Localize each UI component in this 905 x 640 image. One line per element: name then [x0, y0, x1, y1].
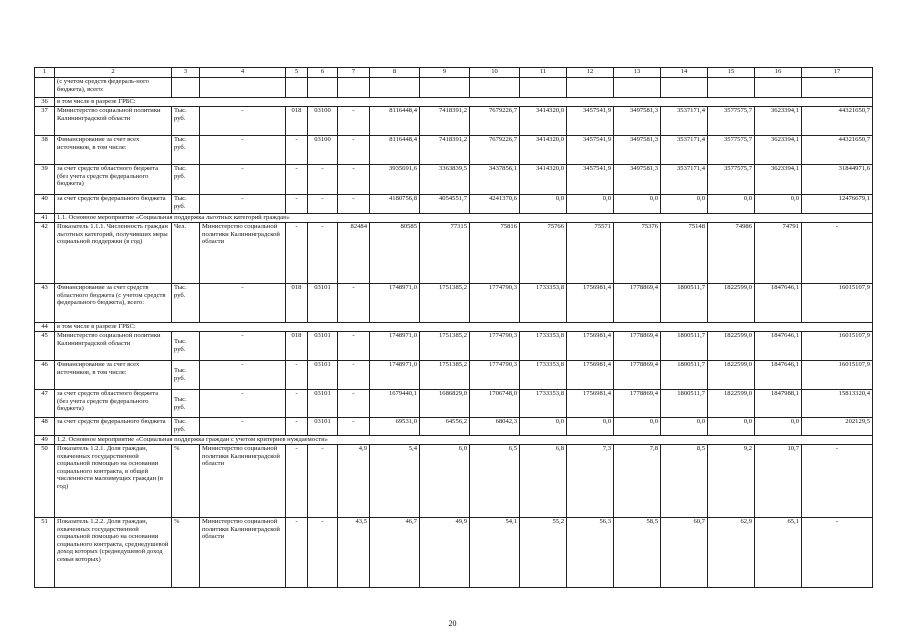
value-cell: 03101 [308, 361, 338, 390]
section-heading-cell: в том числе в разрезе ГРБС: [55, 98, 873, 107]
indicator-name-cell: Показатель 1.2.2. Доля граждан, охваченных государственной социальной помощью на основании социального контракта, среднедушевой доход которых (среднедушевой доход семьи которых) [55, 518, 172, 588]
value-cell: 6,0 [420, 445, 470, 518]
value-cell: 1778869,4 [614, 332, 661, 361]
indicator-name-cell: Финансирование за счет средств областного бюджета (с учетом средств федерального бюджета), всего: [55, 284, 172, 323]
value-cell: - [286, 418, 308, 436]
value-cell: 8116448,4 [370, 136, 420, 165]
value-cell: 3537171,4 [661, 165, 708, 195]
value-cell: - [338, 165, 370, 195]
table-row [35, 78, 873, 98]
unit-cell: Тыс. руб. [172, 107, 200, 136]
value-cell: 75571 [567, 223, 614, 284]
value-cell: 0,0 [755, 418, 802, 436]
unit-cell: Тыс. руб. [172, 332, 200, 361]
value-cell: 018 [286, 284, 308, 323]
value-cell [567, 78, 614, 98]
value-cell: - [286, 445, 308, 518]
value-cell: 60,7 [661, 518, 708, 588]
value-cell: 1756981,4 [567, 284, 614, 323]
value-cell: - [286, 165, 308, 195]
column-number-cell: 13 [614, 68, 661, 78]
row-number-cell [35, 78, 55, 98]
unit-cell: % [172, 518, 200, 588]
table-row [35, 223, 873, 284]
column-number-cell: 17 [802, 68, 873, 78]
table-row [35, 284, 873, 323]
table-row [35, 323, 873, 332]
value-cell: 1751385,2 [420, 332, 470, 361]
value-cell: - [286, 223, 308, 284]
value-cell: 1800511,7 [661, 361, 708, 390]
value-cell: - [338, 361, 370, 390]
indicator-name-cell: Показатель 1.2.1. Доля граждан, охваченных государственной социальной помощью на основании социального контракта, в общей численности малоимущих граждан (в год) [55, 445, 172, 518]
column-number-cell: 16 [755, 68, 802, 78]
value-cell: 10,7 [755, 445, 802, 518]
value-cell [420, 78, 470, 98]
section-heading-cell: в том числе в разрезе ГРБС: [55, 323, 873, 332]
indicator-name-cell: Показатель 1.1.1. Численность граждан льготных категорий, получивших меры социальной поддержки (в год) [55, 223, 172, 284]
value-cell: 3577575,7 [708, 107, 755, 136]
value-cell: 16015107,9 [802, 361, 873, 390]
value-cell: 49,9 [420, 518, 470, 588]
unit-cell: Чел. [172, 223, 200, 284]
value-cell: 3623394,1 [755, 107, 802, 136]
value-cell: 6,5 [470, 445, 520, 518]
budget-table-sheet [34, 67, 872, 588]
value-cell: 7679226,7 [470, 136, 520, 165]
value-cell: 1748971,0 [370, 361, 420, 390]
value-cell: 1800511,7 [661, 332, 708, 361]
unit-cell: Тыс. руб. [172, 165, 200, 195]
value-cell: - [338, 418, 370, 436]
value-cell: 4,9 [338, 445, 370, 518]
value-cell: - [802, 518, 873, 588]
value-cell: 3437856,1 [470, 165, 520, 195]
value-cell: 0,0 [661, 195, 708, 214]
value-cell: 1733353,8 [520, 332, 567, 361]
column-number-cell: 2 [55, 68, 172, 78]
value-cell: 0,0 [567, 195, 614, 214]
value-cell: 1756981,4 [567, 390, 614, 418]
value-cell: 03101 [308, 332, 338, 361]
value-cell: 16015107,9 [802, 284, 873, 323]
value-cell: 16015107,9 [802, 332, 873, 361]
value-cell [708, 78, 755, 98]
value-cell: 0,0 [520, 195, 567, 214]
responsible-cell: - [200, 332, 286, 361]
value-cell: 69531,0 [370, 418, 420, 436]
value-cell: 4241370,6 [470, 195, 520, 214]
section-heading-cell: 1.1. Основное мероприятие «Социальная поддержка льготных категорий граждан» [55, 214, 873, 223]
value-cell: 7,8 [614, 445, 661, 518]
value-cell: 1686829,0 [420, 390, 470, 418]
unit-cell: Тыс. руб. [172, 418, 200, 436]
value-cell: 75148 [661, 223, 708, 284]
value-cell: 65,1 [755, 518, 802, 588]
value-cell: 1847646,1 [755, 284, 802, 323]
value-cell: 1778869,4 [614, 284, 661, 323]
column-number-cell: 4 [200, 68, 286, 78]
value-cell: 55,2 [520, 518, 567, 588]
row-number-cell: 48 [35, 418, 55, 436]
responsible-cell: - [200, 390, 286, 418]
value-cell: 018 [286, 107, 308, 136]
column-number-cell: 5 [286, 68, 308, 78]
row-number-cell: 46 [35, 361, 55, 390]
value-cell: 1706748,0 [470, 390, 520, 418]
table-row [35, 98, 873, 107]
row-number-cell: 38 [35, 136, 55, 165]
value-cell: 0,0 [708, 195, 755, 214]
value-cell: - [308, 223, 338, 284]
value-cell: 03101 [308, 418, 338, 436]
value-cell: 1748971,0 [370, 284, 420, 323]
responsible-cell [200, 78, 286, 98]
value-cell [470, 78, 520, 98]
value-cell [614, 78, 661, 98]
value-cell: 7418391,2 [420, 107, 470, 136]
value-cell: - [308, 518, 338, 588]
value-cell: 3577575,7 [708, 136, 755, 165]
value-cell: 75816 [470, 223, 520, 284]
table-row [35, 390, 873, 418]
value-cell: 8116448,4 [370, 107, 420, 136]
value-cell: 0,0 [708, 418, 755, 436]
row-number-cell: 39 [35, 165, 55, 195]
indicator-name-cell: Министерство социальной политики Калининградской области [55, 332, 172, 361]
column-number-cell: 12 [567, 68, 614, 78]
indicator-name-cell: за счет средств областного бюджета (без учета средств федерального бюджета) [55, 165, 172, 195]
value-cell: 56,3 [567, 518, 614, 588]
value-cell: 9,2 [708, 445, 755, 518]
section-heading-cell: 1.2. Основное мероприятие «Социальная поддержка граждан с учетом критериев нуждаемости» [55, 436, 873, 445]
unit-cell: Тыс. руб. [172, 195, 200, 214]
row-number-cell: 44 [35, 323, 55, 332]
responsible-cell: - [200, 284, 286, 323]
value-cell: 0,0 [614, 195, 661, 214]
value-cell [802, 78, 873, 98]
table-row [35, 136, 873, 165]
value-cell: - [286, 361, 308, 390]
indicator-name-cell: за счет средств федерального бюджета [55, 195, 172, 214]
value-cell: - [286, 390, 308, 418]
value-cell: 1822599,0 [708, 284, 755, 323]
value-cell [308, 78, 338, 98]
table-row [35, 518, 873, 588]
row-number-cell: 41 [35, 214, 55, 223]
column-number-cell: 1 [35, 68, 55, 78]
value-cell: 03101 [308, 284, 338, 323]
column-number-cell: 15 [708, 68, 755, 78]
unit-cell: Тыс. руб. [172, 361, 200, 390]
value-cell: 03100 [308, 107, 338, 136]
row-number-cell: 50 [35, 445, 55, 518]
value-cell: 82484 [338, 223, 370, 284]
value-cell: 74986 [708, 223, 755, 284]
value-cell: 1847646,1 [755, 332, 802, 361]
value-cell: 7679226,7 [470, 107, 520, 136]
value-cell: 3457541,9 [567, 107, 614, 136]
value-cell: 0,0 [661, 418, 708, 436]
responsible-cell: Министерство социальной политики Калининградской области [200, 223, 286, 284]
responsible-cell: Министерство социальной политики Калининградской области [200, 445, 286, 518]
responsible-cell: - [200, 107, 286, 136]
value-cell: 15813320,4 [802, 390, 873, 418]
unit-cell: Тыс. руб. [172, 390, 200, 418]
value-cell: 3497581,3 [614, 107, 661, 136]
value-cell: 3497581,3 [614, 136, 661, 165]
indicator-name-cell: Финансирование за счет всех источников, в том числе: [55, 361, 172, 390]
value-cell: 1774790,3 [470, 284, 520, 323]
value-cell: 1778869,4 [614, 390, 661, 418]
unit-cell [172, 78, 200, 98]
indicator-name-cell: (с учетом средств федераль-ного бюджета), всего: [55, 78, 172, 98]
row-number-cell: 37 [35, 107, 55, 136]
value-cell: 1756981,4 [567, 332, 614, 361]
value-cell: 6,8 [520, 445, 567, 518]
column-number-cell: 6 [308, 68, 338, 78]
row-number-cell: 47 [35, 390, 55, 418]
value-cell: 1822599,0 [708, 361, 755, 390]
value-cell: 1778869,4 [614, 361, 661, 390]
value-cell: 202129,5 [802, 418, 873, 436]
value-cell: 3363839,5 [420, 165, 470, 195]
value-cell: 1751385,2 [420, 284, 470, 323]
column-number-row [35, 68, 873, 78]
value-cell: 3577575,7 [708, 165, 755, 195]
value-cell: 1774790,3 [470, 332, 520, 361]
value-cell: 5,4 [370, 445, 420, 518]
indicator-name-cell: за счет средств федерального бюджета [55, 418, 172, 436]
value-cell: 4054551,7 [420, 195, 470, 214]
value-cell: 3623394,1 [755, 165, 802, 195]
value-cell [520, 78, 567, 98]
responsible-cell: - [200, 418, 286, 436]
value-cell: 1800511,7 [661, 390, 708, 418]
value-cell: 1800511,7 [661, 284, 708, 323]
value-cell: 1822599,0 [708, 390, 755, 418]
value-cell: - [338, 107, 370, 136]
value-cell: 3457541,9 [567, 136, 614, 165]
value-cell: 1733353,8 [520, 390, 567, 418]
value-cell: 3537171,4 [661, 107, 708, 136]
indicator-name-cell: Финансирование за счет всех источников, в том числе: [55, 136, 172, 165]
value-cell: 3623394,1 [755, 136, 802, 165]
value-cell: 1733353,8 [520, 284, 567, 323]
value-cell: - [338, 136, 370, 165]
column-number-cell: 9 [420, 68, 470, 78]
value-cell: 0,0 [755, 195, 802, 214]
value-cell: 1774790,3 [470, 361, 520, 390]
value-cell: 62,9 [708, 518, 755, 588]
column-number-cell: 14 [661, 68, 708, 78]
value-cell: - [286, 195, 308, 214]
row-number-cell: 51 [35, 518, 55, 588]
table-row [35, 107, 873, 136]
value-cell: 64556,2 [420, 418, 470, 436]
value-cell: 74791 [755, 223, 802, 284]
value-cell: 54,1 [470, 518, 520, 588]
indicator-name-cell: за счет средств областного бюджета (без учета средств федерального бюджета) [55, 390, 172, 418]
unit-cell: % [172, 445, 200, 518]
value-cell: 12476679,1 [802, 195, 873, 214]
unit-cell: Тыс. руб. [172, 136, 200, 165]
column-number-cell: 8 [370, 68, 420, 78]
value-cell: 1733353,8 [520, 361, 567, 390]
value-cell: - [308, 445, 338, 518]
value-cell: 3537171,4 [661, 136, 708, 165]
value-cell: 44321650,7 [802, 107, 873, 136]
value-cell: 44321650,7 [802, 136, 873, 165]
value-cell: - [802, 445, 873, 518]
table-row [35, 436, 873, 445]
value-cell: 03100 [308, 136, 338, 165]
value-cell: 4180756,8 [370, 195, 420, 214]
value-cell: 3414320,0 [520, 165, 567, 195]
responsible-cell: - [200, 136, 286, 165]
row-number-cell: 45 [35, 332, 55, 361]
value-cell: 3457541,9 [567, 165, 614, 195]
table-row [35, 361, 873, 390]
value-cell: - [286, 518, 308, 588]
value-cell: 0,0 [520, 418, 567, 436]
row-number-cell: 49 [35, 436, 55, 445]
value-cell: 0,0 [567, 418, 614, 436]
value-cell: 018 [286, 332, 308, 361]
column-number-cell: 7 [338, 68, 370, 78]
value-cell: 3414320,0 [520, 107, 567, 136]
row-number-cell: 43 [35, 284, 55, 323]
value-cell [338, 78, 370, 98]
value-cell: 3497581,3 [614, 165, 661, 195]
value-cell: 75766 [520, 223, 567, 284]
value-cell: 68042,3 [470, 418, 520, 436]
value-cell: 3414320,0 [520, 136, 567, 165]
value-cell: 1847988,1 [755, 390, 802, 418]
table-row [35, 332, 873, 361]
value-cell: 1756981,4 [567, 361, 614, 390]
column-number-cell: 10 [470, 68, 520, 78]
value-cell: - [338, 195, 370, 214]
value-cell: - [802, 223, 873, 284]
value-cell: 43,5 [338, 518, 370, 588]
indicator-name-cell: Министерство социальной политики Калининградской области [55, 107, 172, 136]
value-cell: - [338, 390, 370, 418]
unit-cell: Тыс. руб. [172, 284, 200, 323]
table-row [35, 195, 873, 214]
table-row [35, 418, 873, 436]
value-cell: - [338, 284, 370, 323]
responsible-cell: Министерство социальной политики Калининградской области [200, 518, 286, 588]
value-cell: 8,5 [661, 445, 708, 518]
responsible-cell: - [200, 165, 286, 195]
value-cell: 3935691,6 [370, 165, 420, 195]
page-number: 20 [448, 619, 457, 628]
value-cell: 7,3 [567, 445, 614, 518]
value-cell: 1679440,1 [370, 390, 420, 418]
value-cell [755, 78, 802, 98]
value-cell: - [308, 195, 338, 214]
value-cell: 7418391,2 [420, 136, 470, 165]
value-cell: 1751385,2 [420, 361, 470, 390]
column-number-cell: 11 [520, 68, 567, 78]
value-cell: 03101 [308, 390, 338, 418]
value-cell: 80585 [370, 223, 420, 284]
value-cell: 1748971,0 [370, 332, 420, 361]
budget-table [34, 67, 873, 588]
table-row [35, 445, 873, 518]
value-cell: 1847646,1 [755, 361, 802, 390]
column-number-cell: 3 [172, 68, 200, 78]
table-row [35, 165, 873, 195]
value-cell: 75376 [614, 223, 661, 284]
value-cell: 58,5 [614, 518, 661, 588]
value-cell: 1822599,0 [708, 332, 755, 361]
value-cell [286, 78, 308, 98]
value-cell: 77315 [420, 223, 470, 284]
value-cell: 31844971,6 [802, 165, 873, 195]
value-cell [370, 78, 420, 98]
responsible-cell: - [200, 195, 286, 214]
row-number-cell: 36 [35, 98, 55, 107]
value-cell [661, 78, 708, 98]
row-number-cell: 42 [35, 223, 55, 284]
value-cell: - [308, 165, 338, 195]
table-row [35, 214, 873, 223]
value-cell: 0,0 [614, 418, 661, 436]
value-cell: - [286, 136, 308, 165]
row-number-cell: 40 [35, 195, 55, 214]
value-cell: 46,7 [370, 518, 420, 588]
value-cell: - [338, 332, 370, 361]
responsible-cell: - [200, 361, 286, 390]
